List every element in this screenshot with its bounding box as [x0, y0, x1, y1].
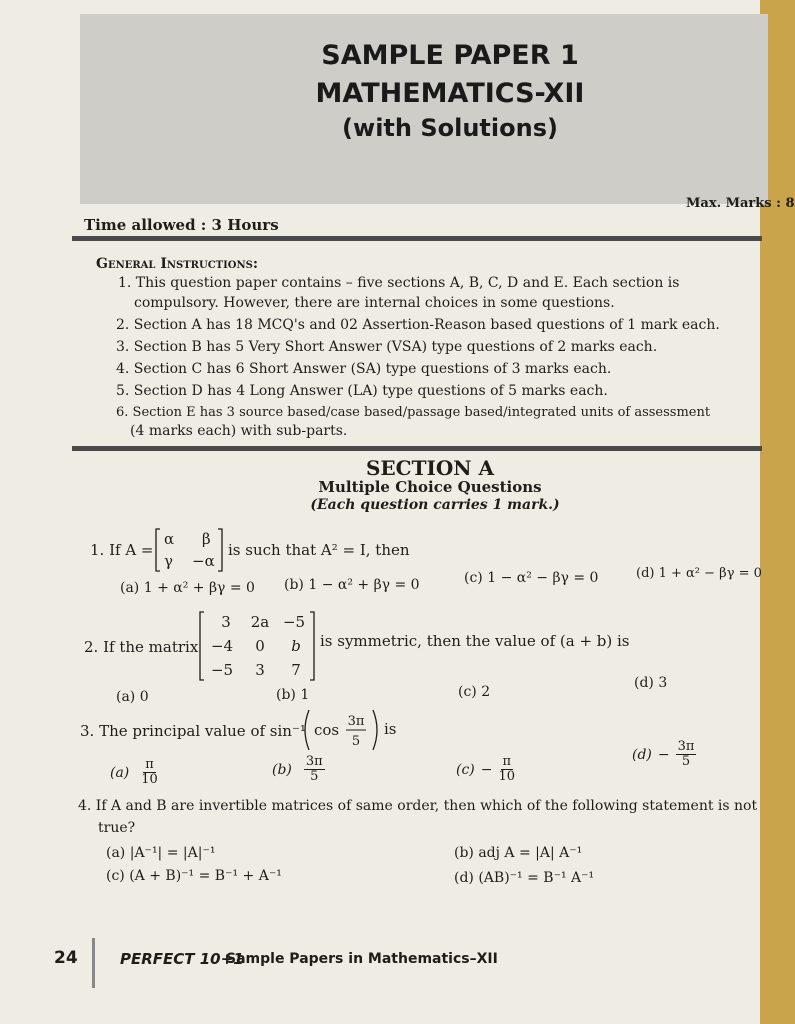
option-sign: −: [480, 761, 493, 778]
matrix-entry: b: [291, 637, 301, 655]
question-2-option-b: (b) 1: [276, 687, 310, 703]
footer-brand: PERFECT 10+1: [120, 950, 244, 968]
page-number: 24: [54, 948, 78, 968]
fraction-numerator: π: [502, 754, 512, 769]
matrix-entry: 3: [221, 613, 231, 631]
fraction-denominator: 10: [141, 772, 158, 788]
fraction-denominator: 5: [681, 754, 691, 770]
question-1-option-b: (b) 1 − α² + βγ = 0: [284, 577, 420, 593]
section-rule: [72, 446, 762, 451]
question-3-argument: [300, 708, 384, 752]
question-3-option: [110, 758, 158, 788]
question-4-option-a: (a) |A⁻¹| = |A|⁻¹: [106, 845, 216, 861]
fraction-denominator: 5: [351, 734, 361, 749]
option-fraction: [141, 758, 158, 788]
matrix-entry: −4: [210, 637, 234, 655]
header-rule: [72, 236, 762, 241]
solutions-subtitle: (with Solutions): [342, 114, 558, 142]
instructions-heading: General Instructions:: [96, 256, 259, 272]
section-title: SECTION A: [365, 456, 495, 480]
fraction-denominator: 10: [498, 769, 516, 785]
question-2-option-a: (a) 0: [116, 689, 149, 705]
instruction-item: 1. This question paper contains – five sections A, B, C, D and E. Each section is: [118, 275, 680, 291]
question-4-line1: 4. If A and B are invertible matrices of same order, then which of the following statement is not: [78, 798, 758, 814]
matrix-entry: −5: [210, 661, 234, 679]
option-fraction: [676, 740, 697, 770]
instruction-item: 3. Section B has 5 Very Short Answer (VSA) type questions of 2 marks each.: [116, 339, 658, 355]
instruction-item: 6. Section E has 3 source based/case based/passage based/integrated units of assessment: [116, 405, 711, 420]
matrix-entry: α: [164, 530, 175, 548]
footer-separator: [92, 938, 95, 988]
question-1-option-d: (d) 1 + α² − βγ = 0: [636, 566, 762, 581]
option-fraction: [499, 755, 516, 785]
matrix-entry: −α: [192, 552, 215, 570]
question-1-option-c: (c) 1 − α² − βγ = 0: [464, 570, 599, 586]
question-3-prefix: 3. The principal value of sin⁻¹: [80, 722, 306, 740]
question-4-option-b: (b) adj A = |A| A⁻¹: [454, 845, 583, 861]
question-1-option-a: (a) 1 + α² + βγ = 0: [120, 580, 255, 596]
question-3-option: [272, 755, 325, 785]
section-subtitle: Multiple Choice Questions: [318, 478, 542, 496]
matrix-entry: 0: [255, 637, 265, 655]
time-allowed: Time allowed : 3 Hours: [84, 216, 279, 234]
question-4-option-c: (c) (A + B)⁻¹ = B⁻¹ + A⁻¹: [106, 868, 282, 884]
question-3-option: [632, 740, 696, 770]
question-1-prefix: 1. If A =: [90, 541, 154, 559]
question-2-option-c: (c) 2: [458, 684, 491, 700]
question-3-option: [456, 755, 515, 785]
instruction-item: (4 marks each) with sub-parts.: [130, 423, 348, 439]
question-2-suffix: is symmetric, then the value of (a + b) is: [320, 632, 630, 650]
max-marks: Max. Marks : 8: [686, 196, 795, 211]
instruction-item: 4. Section C has 6 Short Answer (SA) type questions of 3 marks each.: [116, 361, 612, 377]
question-2-matrix: [198, 610, 318, 682]
matrix-entry: γ: [164, 552, 173, 570]
instruction-item: compulsory. However, there are internal choices in some questions.: [134, 295, 615, 311]
matrix-entry: 7: [291, 661, 301, 679]
matrix-entry: −5: [282, 613, 306, 631]
paper-title: SAMPLE PAPER 1: [321, 40, 579, 71]
fraction-numerator: 3π: [677, 739, 695, 754]
matrix-entry: 3: [255, 661, 265, 679]
option-label: (a): [110, 764, 130, 781]
option-fraction: [304, 755, 325, 785]
question-3-suffix: is: [384, 720, 397, 738]
question-4-option-d: (d) (AB)⁻¹ = B⁻¹ A⁻¹: [454, 870, 595, 886]
fraction-numerator: 3π: [305, 754, 323, 769]
question-2-option-d: (d) 3: [634, 675, 668, 691]
cos-label: cos: [314, 721, 340, 739]
matrix-entry: β: [202, 530, 211, 548]
question-4-line2: true?: [98, 820, 136, 836]
fraction-numerator: 3π: [347, 714, 365, 729]
question-2-prefix: 2. If the matrix: [84, 638, 199, 656]
option-sign: −: [657, 746, 670, 763]
fraction-numerator: π: [145, 757, 154, 772]
footer-book-title: Sample Papers in Mathematics–XII: [226, 951, 498, 967]
option-label: (b): [272, 761, 292, 778]
fraction-denominator: 5: [310, 769, 319, 785]
matrix-entry: 2a: [250, 613, 270, 631]
question-1-suffix: is such that A² = I, then: [228, 541, 410, 559]
question-1-matrix: [154, 527, 224, 573]
subject-title: MATHEMATICS-XII: [315, 78, 585, 109]
instruction-item: 5. Section D has 4 Long Answer (LA) type questions of 5 marks each.: [116, 383, 608, 399]
option-label: (d): [632, 746, 652, 763]
option-label: (c): [456, 761, 475, 778]
instruction-item: 2. Section A has 18 MCQ's and 02 Assertion-Reason based questions of 1 mark each.: [116, 317, 720, 333]
section-note: (Each question carries 1 mark.): [310, 497, 560, 513]
